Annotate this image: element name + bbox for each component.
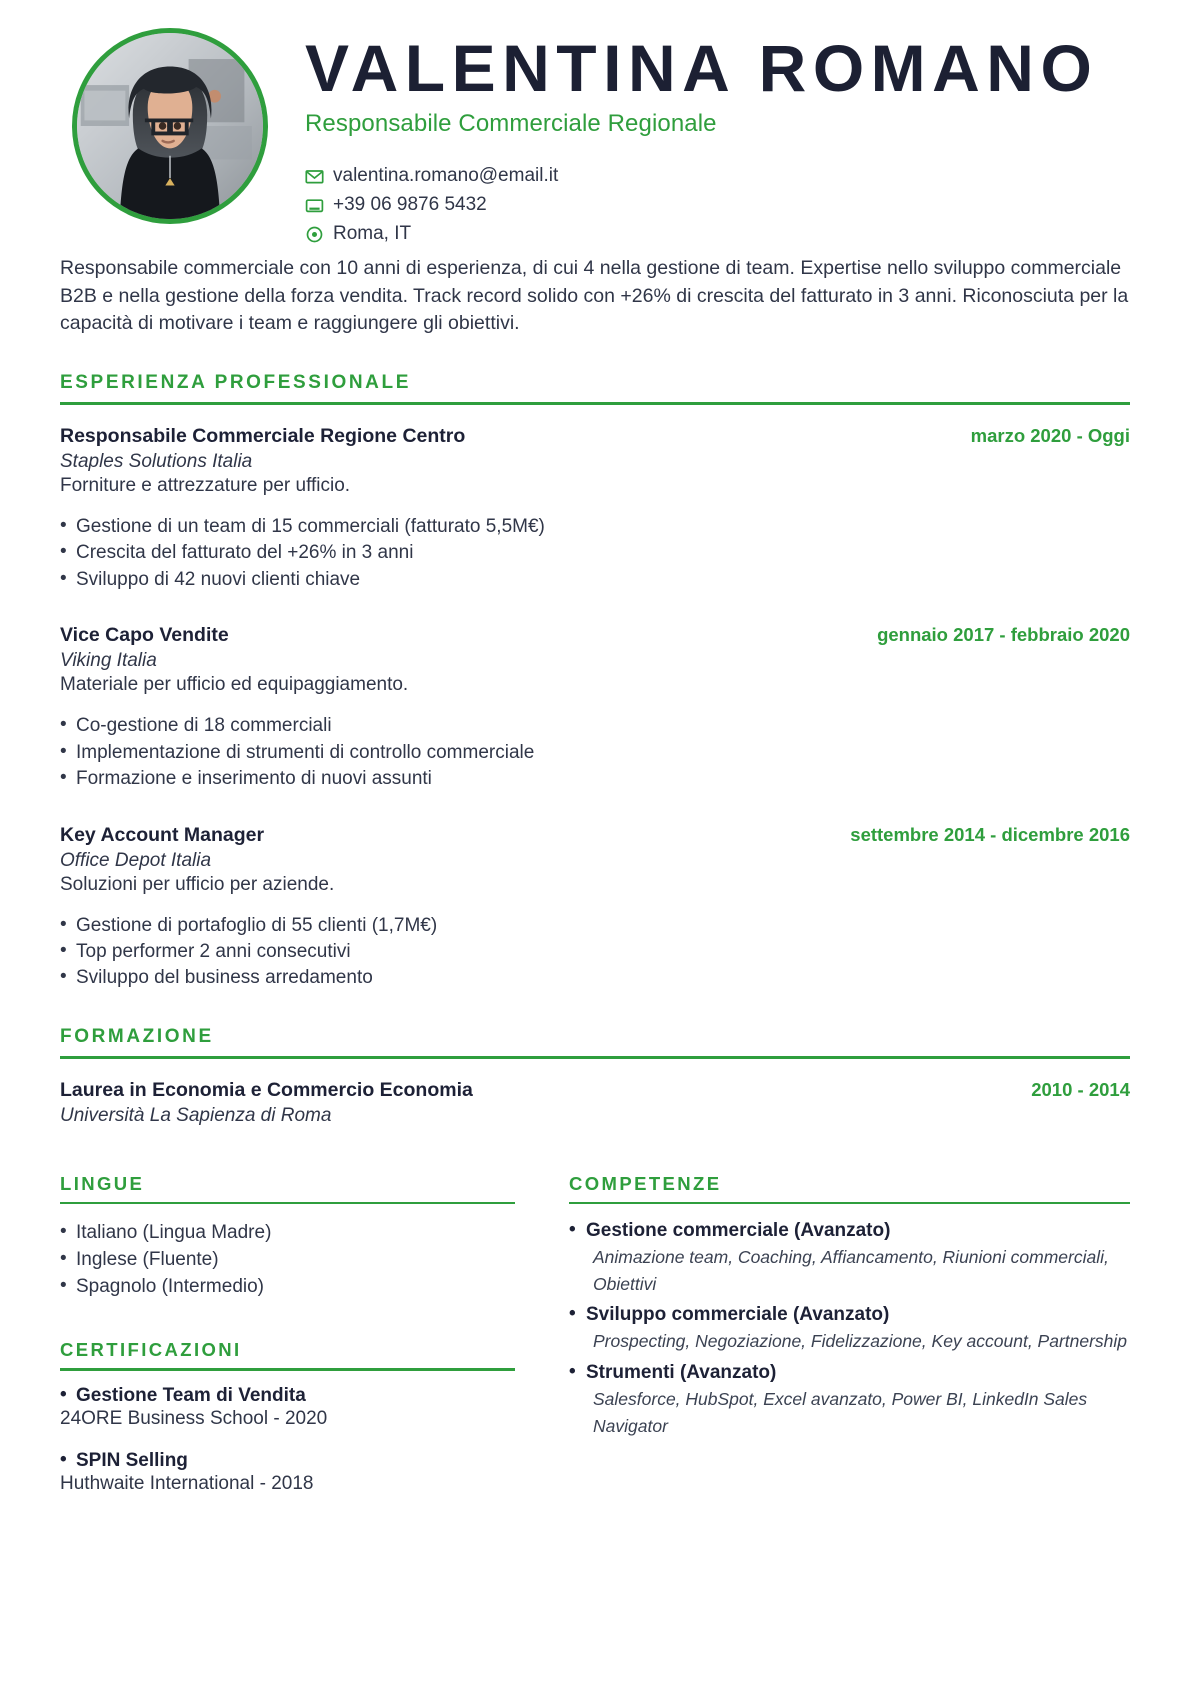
page-title: VALENTINA ROMANO [305,31,1099,105]
skill-name: • Gestione commerciale (Avanzato) [569,1220,1130,1242]
experience-entry [60,824,1130,992]
right-column [569,1173,1130,1495]
list-item: • Formazione e inserimento di nuovi assunti [60,766,1130,792]
section-title-skills: COMPETENZE [569,1172,722,1194]
job-title: Key Account Manager [60,823,265,846]
certification-name: • Gestione Team di Vendita [60,1385,515,1407]
list-item: • Italiano (Lingua Madre) [60,1220,515,1247]
job-bullets [60,713,1130,792]
list-item: • Spagnolo (Intermedio) [60,1274,515,1301]
job-date: gennaio 2017 - febbraio 2020 [877,624,1130,646]
education-date: 2010 - 2014 [1031,1078,1130,1100]
education-school: Università La Sapienza di Roma [60,1104,332,1126]
section-title-education: FORMAZIONE [60,1025,214,1047]
job-title: Vice Capo Vendite [60,624,229,647]
job-date: marzo 2020 - Oggi [970,425,1130,447]
skill-entry [569,1304,1130,1355]
certification-entry [60,1385,515,1430]
list-item: • Implementazione di strumenti di controllo commerciale [60,740,1130,766]
experience-entry [60,624,1130,792]
contact-list [305,162,1190,249]
skill-name: • Sviluppo commerciale (Avanzato) [569,1304,1130,1326]
skills-list [569,1220,1130,1439]
job-company: Viking Italia [60,650,157,672]
avatar [72,28,268,224]
list-item: • Crescita del fatturato del +26% in 3 anni [60,540,1130,566]
education-entry [60,1079,1130,1127]
job-bullets [60,514,1130,593]
section-title-experience: ESPERIENZA PROFESSIONALE [60,372,411,394]
resume-body [0,255,1190,1495]
skill-name: • Strumenti (Avanzato) [569,1362,1130,1384]
certification-entry [60,1450,515,1495]
education-degree: Laurea in Economia e Commercio Economia [60,1078,473,1101]
job-description: Soluzioni per ufficio per aziende. [60,873,335,895]
divider [60,402,1130,405]
skill-detail: Prospecting, Negoziazione, Fidelizzazione, Key account, Partnership [593,1331,1128,1352]
certification-meta: Huthwaite International - 2018 [60,1472,314,1494]
footer-columns [60,1173,1130,1495]
job-description: Materiale per ufficio ed equipaggiamento. [60,674,409,696]
skill-detail: Salesforce, HubSpot, Excel avanzato, Power BI, LinkedIn Sales Navigator [593,1389,1088,1436]
list-item: • Co-gestione di 18 commerciali [60,713,1130,739]
list-item: • Gestione di un team di 15 commerciali (fatturato 5,5M€) [60,514,1130,540]
certification-meta: 24ORE Business School - 2020 [60,1407,328,1429]
divider [569,1202,1130,1205]
contact-email-value: valentina.romano@email.it [333,165,559,187]
divider [60,1202,515,1205]
contact-location-value: Roma, IT [333,223,412,245]
skill-entry [569,1220,1130,1297]
list-item: • Inglese (Fluente) [60,1247,515,1274]
section-education [60,1026,1130,1127]
job-title: Responsabile Commerciale Regione Centro [60,425,466,448]
certification-name: • SPIN Selling [60,1450,515,1472]
job-bullets [60,913,1130,992]
job-company: Office Depot Italia [60,849,212,871]
section-languages [60,1173,515,1301]
section-certifications [60,1339,515,1495]
contact-phone-value: +39 06 9876 5432 [333,194,487,216]
phone-icon [305,196,324,215]
divider [60,1056,1130,1059]
contact-email[interactable] [305,162,1190,191]
section-experience [60,372,1130,992]
list-item: • Gestione di portafoglio di 55 clienti (1,7M€) [60,913,1130,939]
languages-list [60,1220,515,1301]
resume-header [0,0,1190,255]
envelope-icon [305,167,324,186]
section-title-certifications: CERTIFICAZIONI [60,1339,242,1361]
contact-location [305,220,1190,249]
header-text-block [305,31,1190,249]
section-title-languages: LINGUE [60,1172,145,1194]
divider [60,1368,515,1371]
experience-entry [60,425,1130,593]
job-company: Staples Solutions Italia [60,451,253,473]
left-column [60,1173,515,1495]
contact-phone[interactable] [305,191,1190,220]
professional-summary: Responsabile commerciale con 10 anni di esperienza, di cui 4 nella gestione di team. Expertise nello sviluppo commerciale B2B e nella gestione della forza vendita. Track record solido con +26% di crescita del fatturato in 3 anni. Riconosciuta per la capacità di motivare i team e raggiungere gli obiettivi. [60,257,1129,335]
list-item: • Sviluppo del business arredamento [60,965,1130,991]
section-skills [569,1173,1130,1439]
location-pin-icon [305,225,324,244]
list-item: • Sviluppo di 42 nuovi clienti chiave [60,567,1130,593]
list-item: • Top performer 2 anni consecutivi [60,939,1130,965]
job-date: settembre 2014 - dicembre 2016 [850,823,1130,845]
job-subtitle: Responsabile Commerciale Regionale [305,109,717,137]
skill-entry [569,1362,1130,1439]
job-description: Forniture e attrezzature per ufficio. [60,475,351,497]
skill-detail: Animazione team, Coaching, Affiancamento, Riunioni commerciali, Obiettivi [593,1247,1109,1294]
